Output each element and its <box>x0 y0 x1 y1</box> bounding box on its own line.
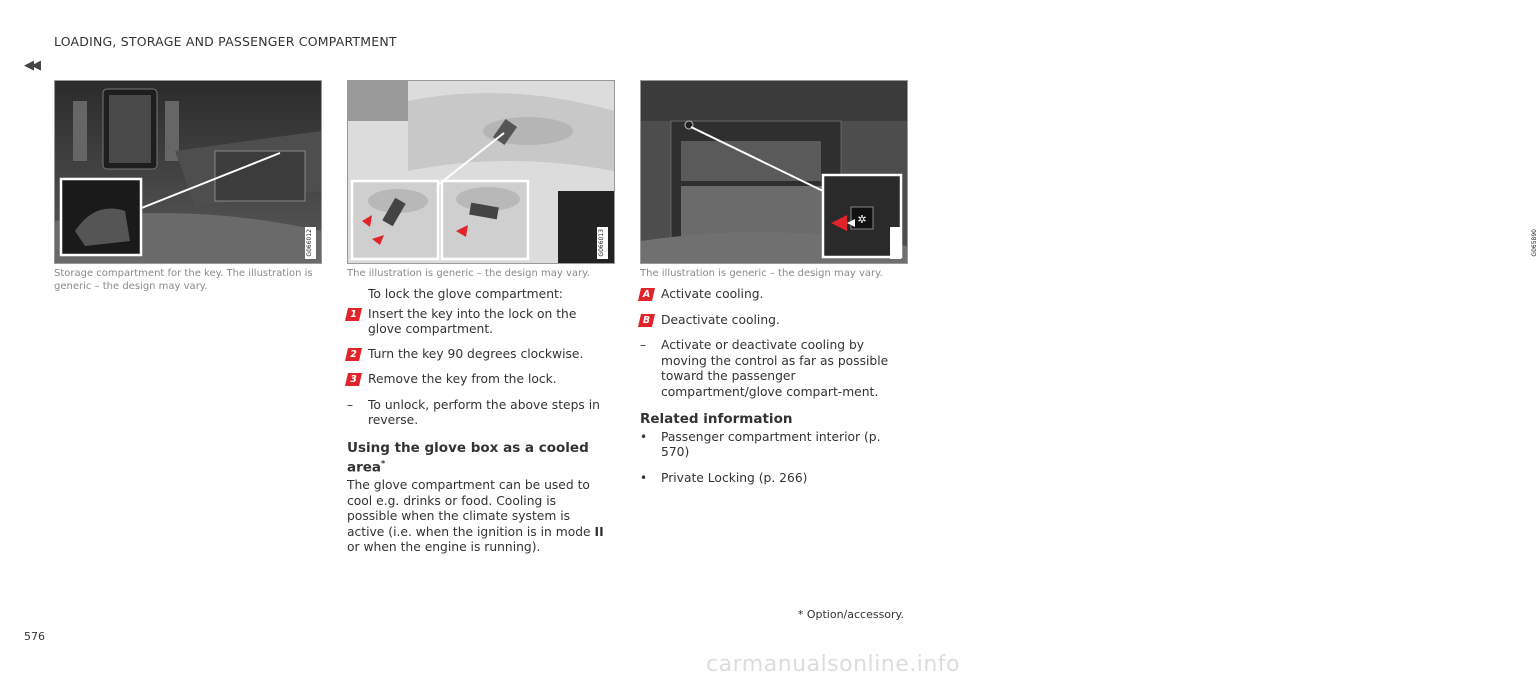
related-info-heading: Related information <box>640 411 793 427</box>
bullet-dot: • <box>640 470 648 485</box>
option-footnote: * Option/accessory. <box>797 608 904 621</box>
col3-caption: The illustration is generic – the design may vary. <box>640 268 883 279</box>
page-number: 576 <box>24 630 45 643</box>
step-badge-3: 3 <box>345 373 362 386</box>
watermark: carmanualsonline.info <box>706 652 960 677</box>
svg-text:✲: ✲ <box>857 213 867 226</box>
activate-cooling-text: Activate cooling. <box>661 287 764 301</box>
glove-lock-photo <box>347 80 615 264</box>
col2-caption: The illustration is generic – the design may vary. <box>347 268 590 279</box>
related-link[interactable]: Private Locking (p. 266) <box>661 470 808 485</box>
step-badge-1: 1 <box>345 308 362 321</box>
step-badge-2: 2 <box>345 348 362 361</box>
step-text: Insert the key into the lock on the glove compartment. <box>368 306 577 336</box>
cooling-control-instruction: Activate or deactivate cooling by moving the control as far as possible toward the passenger compartment/glove compart-ment. <box>661 338 889 399</box>
step-badge-a: A <box>638 288 655 301</box>
col2-body <box>347 287 605 556</box>
key-storage-photo <box>54 80 322 264</box>
dash-bullet: – <box>347 397 353 412</box>
image-code: G066012 <box>306 229 313 257</box>
image-code: G065890 <box>1531 229 1538 257</box>
back-chevron-icon[interactable]: ◀◀ <box>24 58 38 73</box>
step-text: Turn the key 90 degrees clockwise. <box>368 346 584 361</box>
step-text: Remove the key from the lock. <box>368 372 557 386</box>
unlock-instruction: To unlock, perform the above steps in reverse. <box>368 397 600 427</box>
page-header: LOADING, STORAGE AND PASSENGER COMPARTMENT <box>54 34 397 49</box>
deactivate-cooling-text: Deactivate cooling. <box>661 312 780 327</box>
related-link[interactable]: Passenger compartment interior (p. 570) <box>661 429 881 459</box>
cooling-control-photo <box>640 80 1538 264</box>
image-code: G066013 <box>598 229 605 257</box>
step-badge-b: B <box>638 314 655 327</box>
dash-bullet: – <box>640 338 646 352</box>
col1-caption: Storage compartment for the key. The illustration is generic – the design may vary. <box>54 268 313 292</box>
cooled-area-heading: Using the glove box as a cooled area* <box>347 439 589 476</box>
lock-intro: To lock the glove compartment: <box>368 287 563 301</box>
bullet-dot: • <box>640 429 648 444</box>
col3-body <box>640 287 902 495</box>
cooled-area-paragraph: The glove compartment can be used to cool e.g. drinks or food. Cooling is possible when the climate system is active (i.e. when the ignition is in mode II or when the engine is running). <box>347 478 604 554</box>
